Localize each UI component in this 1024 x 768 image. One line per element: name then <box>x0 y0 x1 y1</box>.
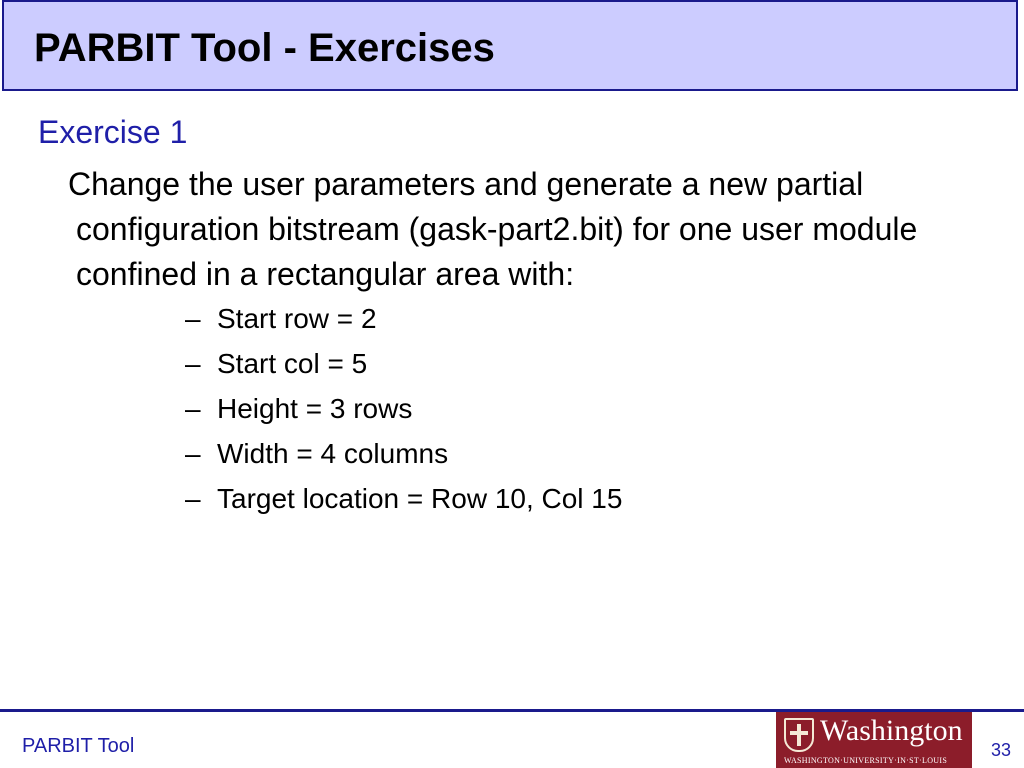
shield-icon <box>784 718 814 752</box>
dash-bullet: – <box>185 483 201 514</box>
dash-bullet: – <box>185 348 201 379</box>
list-item-text: Width = 4 columns <box>217 438 449 469</box>
logo-subtext: WASHINGTON·UNIVERSITY·IN·ST·LOUIS <box>784 756 948 765</box>
exercise-description: Change the user parameters and generate a new partial configuration bitstream (gask-part2.bit) for one user module confined in a rectangular area with: <box>68 166 918 292</box>
dash-bullet: – <box>185 393 201 424</box>
list-item <box>185 300 622 345</box>
list-item <box>185 480 622 525</box>
list-item-text: Start row = 2 <box>217 303 377 334</box>
slide-title: PARBIT Tool - Exercises <box>34 26 495 70</box>
washington-university-logo <box>776 712 972 768</box>
dash-bullet: – <box>185 438 201 469</box>
list-item-text: Start col = 5 <box>217 348 368 379</box>
parameter-list <box>185 300 622 525</box>
title-bar <box>2 0 1018 91</box>
list-item <box>185 390 622 435</box>
exercise-heading: Exercise 1 <box>38 114 188 150</box>
page-number: 33 <box>991 740 1012 760</box>
list-item-text: Target location = Row 10, Col 15 <box>217 483 623 514</box>
dash-bullet: – <box>185 303 201 334</box>
list-item <box>185 435 622 480</box>
logo-wordmark: Washington <box>820 714 963 747</box>
list-item <box>185 345 622 390</box>
list-item-text: Height = 3 rows <box>217 393 413 424</box>
footer-label: PARBIT Tool <box>22 735 135 757</box>
